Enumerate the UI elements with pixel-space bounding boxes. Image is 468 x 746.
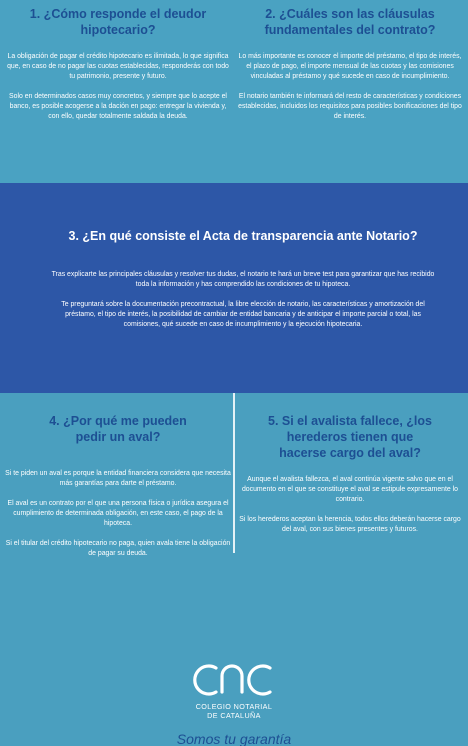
section-5 — [236, 413, 464, 545]
cnc-logo — [184, 660, 284, 720]
section-2-paragraph: El notario también te informará del resto de características y condiciones establecidas, incluidos los requisitos para posibles bonificaciones del tipo de interés. — [238, 93, 462, 120]
section-3-paragraph: Te preguntará sobre la documentación precontractual, la libre elección de notario, las características y amortización del préstamo, el tipo de interés, la posibilidad de cambiar de entidad bancaria y de anticipar el importe parcial o total, las comisiones, qué sucede en caso de incumplimiento y la ejecución hipotecaria. — [61, 301, 425, 328]
logo-text-line-2: DE CATALUÑA — [207, 711, 261, 720]
section-5-title: 5. Si el avalista fallece, ¿los herederos tienen que hacerse cargo del aval? — [268, 414, 432, 460]
section-4-paragraph: Si te piden un aval es porque la entidad financiera considera que necesita más garantías para darte el préstamo. — [5, 470, 231, 487]
section-2-body — [236, 52, 464, 122]
section-5-body — [236, 475, 464, 535]
section-4-title: 4. ¿Por qué me pueden pedir un aval? — [49, 414, 187, 444]
section-3-body — [50, 270, 436, 330]
logo-text-line-1: COLEGIO NOTARIAL — [195, 702, 273, 711]
section-1 — [4, 6, 232, 132]
section-4-body — [4, 469, 232, 559]
section-1-body — [4, 52, 232, 122]
section-4 — [4, 413, 232, 569]
column-divider — [233, 393, 235, 553]
section-3 — [50, 228, 436, 340]
tagline: Somos tu garantía — [176, 731, 292, 746]
section-3-paragraph: Tras explicarte las principales cláusulas y resolver tus dudas, el notario te hará un breve test para garantizar que has recibido toda la información y has comprendido las condiciones de tu hipoteca. — [51, 271, 435, 288]
section-1-paragraph: La obligación de pagar el crédito hipotecario es ilimitada, lo que significa que, en caso de no pagar las cuotas establecidas, responderás con todo tu patrimonio, presente y futuro. — [7, 53, 229, 80]
section-1-title: 1. ¿Cómo responde el deudor hipotecario? — [29, 7, 207, 37]
section-2-title: 2. ¿Cuáles son las cláusulas fundamentales del contrato? — [264, 7, 436, 37]
section-4-paragraph: Si el titular del crédito hipotecario no paga, quien avala tiene la obligación de pagar su deuda. — [5, 540, 231, 557]
section-3-title: 3. ¿En qué consiste el Acta de transparencia ante Notario? — [68, 229, 418, 243]
section-5-paragraph: Aunque el avalista fallezca, el aval continúa vigente salvo que en el documento en el que se constituye el aval se estipule expresamente lo contrario. — [241, 476, 459, 503]
section-5-paragraph: Si los herederos aceptan la herencia, todos ellos deberán hacerse cargo del aval, con sus bienes presentes y futuros. — [239, 516, 461, 533]
section-1-paragraph: Solo en determinados casos muy concretos, y siempre que lo acepte el banco, es posible acogerse a la dación en pago: entregar la vivienda y, con ello, quedar totalmente saldada la deuda. — [9, 93, 227, 120]
section-2 — [236, 6, 464, 132]
section-2-paragraph: Lo más importante es conocer el importe del préstamo, el tipo de interés, el plazo de pago, el importe mensual de las cuotas y las comisiones vinculadas al préstamo y qué sucede en caso de incumplimiento. — [238, 53, 462, 80]
cnc-logo-icon — [192, 660, 276, 698]
section-4-paragraph: El aval es un contrato por el que una persona física o jurídica asegura el cumplimiento de determinada obligación, en este caso, el pago de la hipoteca. — [7, 500, 229, 527]
